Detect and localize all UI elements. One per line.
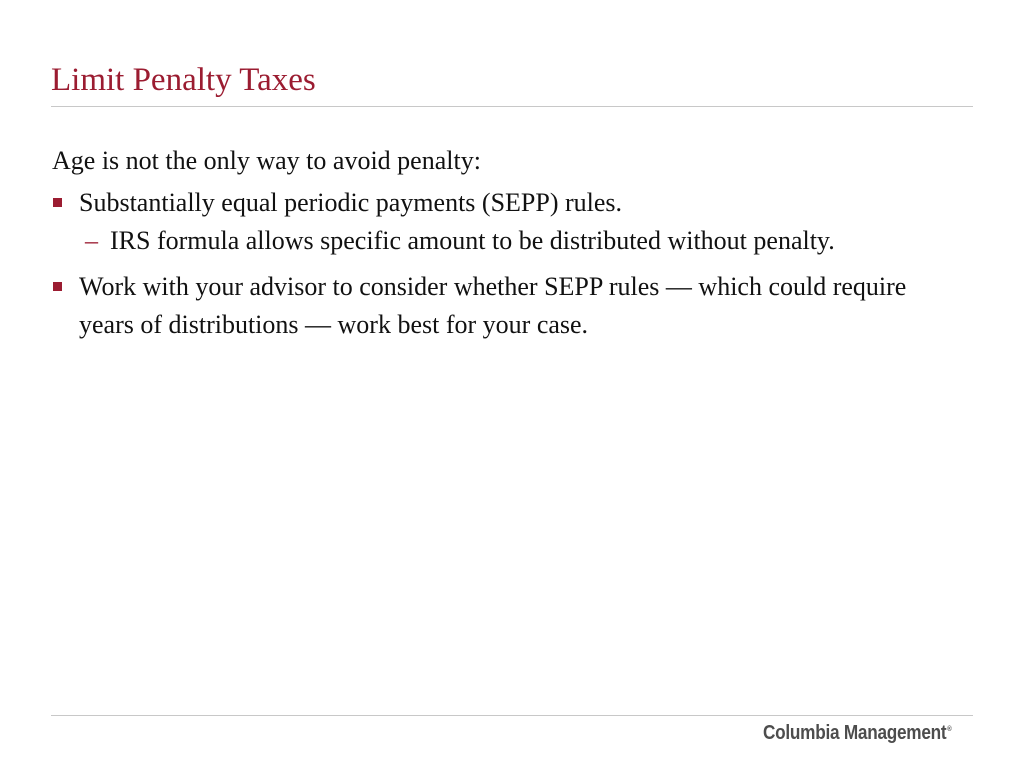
sub-bullet-text: IRS formula allows specific amount to be distributed without penalty. [110,226,835,255]
registered-mark: ® [947,726,952,733]
dash-bullet-icon: – [85,226,98,255]
title-divider [51,106,973,107]
bullet-item-sepp [52,184,952,222]
square-bullet-icon [53,198,62,207]
bullet-text: Substantially equal periodic payments (SEPP) rules. [79,188,623,217]
columbia-management-logo [763,722,951,745]
footer-divider [51,715,973,716]
logo-text: Columbia Management [763,722,947,744]
bullet-text: Work with your advisor to consider whether SEPP rules — which could require years of distributions — work best for your case. [79,272,907,339]
bullet-item-advisor [52,268,939,344]
slide-title: Limit Penalty Taxes [51,62,316,98]
sub-bullet-item [52,222,850,260]
intro-text: Age is not the only way to avoid penalty: [52,146,481,175]
slide-body [52,142,952,344]
square-bullet-icon [53,282,62,291]
